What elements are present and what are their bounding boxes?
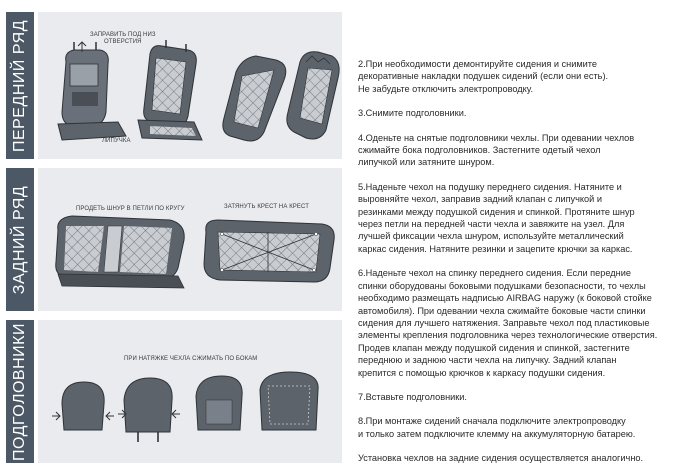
caption-line: ЗАПРАВИТЬ ПОД НИЗ	[90, 32, 156, 38]
headrests-illustration-panel	[38, 320, 342, 463]
front-row-illustration-panel	[38, 12, 342, 159]
headrest-drawing-3	[196, 376, 242, 430]
instruction-line: Установка чехлов на задние сидения осуществляется аналогично.	[358, 453, 644, 464]
instruction-line: автомобиля). При одевании чехла сжимайте боковые части спинки	[358, 305, 646, 316]
instruction-line: крепится с помощью крючков к каркасу подушки сидения.	[358, 367, 606, 378]
instruction-step	[358, 391, 668, 403]
instruction-line: 7.Вставьте подголовники.	[358, 391, 467, 402]
rear-bench-drawing	[56, 216, 184, 288]
caption-compress-sides: ПРИ НАТЯЖКЕ ЧЕХЛА СЖИМАТЬ ПО БОКАМ	[124, 356, 258, 362]
instruction-line: 4.Оденьте на снятые подголовники чехлы. При одевании чехлов	[358, 132, 635, 143]
instruction-line: и только затем подключите клемму на аккумуляторную батарею.	[358, 428, 636, 439]
instruction-line: 8.При монтаже сидений сначала подключите электропроводку	[358, 416, 626, 427]
instruction-line: элементы крепления подголовника через технологические отверстия.	[358, 330, 658, 341]
rear-cushion-underside-drawing	[204, 220, 334, 282]
rear-row-illustration-panel	[38, 168, 342, 311]
instruction-line: каркас сидения. Натяните резинки и зацепите крючки за каркас.	[358, 243, 633, 254]
section-label-headrests	[6, 320, 34, 463]
instruction-step	[358, 132, 668, 169]
caption-cross-tighten: ЗАТЯНУТЬ КРЕСТ НА КРЕСТ	[224, 204, 310, 210]
front-row-seat-drawings	[38, 12, 342, 159]
seat-frame-drawing	[58, 42, 126, 140]
instruction-line: Продев клапан между подушкой сидения и спинкой, застегните	[358, 342, 630, 353]
instruction-line: лучшей фиксации чехла шнуром, используйте металлический	[358, 231, 624, 242]
instruction-line: липучкой или затяните шнуром.	[358, 157, 495, 168]
headrest-drawing-4	[260, 372, 318, 430]
instruction-line: 2.При необходимости демонтируйте сидения и снимите	[358, 59, 597, 69]
seat-back-cord-drawing	[287, 52, 339, 139]
headrest-drawings	[38, 320, 342, 463]
instruction-line: сидения для лучшего натяжения. Заправьте чехол под пластиковые	[358, 317, 650, 328]
rear-row-seat-drawings	[38, 168, 342, 311]
instruction-line: спинки оборудованы боковыми подушками безопасности, то чехлы	[358, 280, 646, 291]
caption-velcro: ЛИПУЧКА	[102, 138, 131, 144]
instruction-step	[358, 452, 668, 464]
caption-thread-loops: ПРОДЕТЬ ШНУР В ПЕТЛИ ПО КРУГУ	[76, 206, 185, 212]
instruction-step	[358, 415, 668, 440]
instruction-line: выровняйте чехол, заправив задний клапан с липучкой и	[358, 194, 602, 205]
section-label-front-row	[6, 12, 34, 159]
instruction-line: через петли на передней части чехла и завяжите на узел. Для	[358, 219, 625, 230]
instruction-step	[358, 58, 668, 95]
headrest-drawing-1	[52, 382, 114, 430]
section-label-rear-row	[6, 168, 34, 311]
instruction-line: сжимайте бока подголовников. Застегните одетый чехол	[358, 145, 601, 156]
caption-tuck-under	[90, 32, 156, 46]
caption-line: ОТВЕРСТИЯ	[104, 39, 142, 45]
instructions-text	[358, 58, 668, 465]
instruction-step	[358, 267, 668, 379]
instruction-line: переднюю и заднюю части чехла на липучку. Задний клапан	[358, 355, 617, 366]
section-label-text: ЗАДНИЙ РЯД	[11, 185, 29, 294]
section-label-text: ПОДГОЛОВНИКИ	[11, 322, 29, 461]
instruction-step	[358, 107, 668, 119]
instruction-line: необходимо размещать надписью AIRBAG наружу (к боковой стойке	[358, 293, 652, 304]
section-label-text: ПЕРЕДНИЙ РЯД	[11, 19, 28, 152]
instruction-step	[358, 181, 668, 255]
headrest-drawing-2	[118, 378, 180, 442]
instruction-line: 6.Наденьте чехол на спинку переднего сидения. Если передние	[358, 268, 631, 279]
instruction-line: Не забудьте отключить электропроводку.	[358, 83, 534, 94]
instruction-line: резинками между подушкой сидения и спинкой. Протяните шнур	[358, 206, 635, 217]
instruction-line: 3.Снимите подголовники.	[358, 108, 467, 119]
instruction-line: декоративные накладки подушек сидений (если они есть).	[358, 71, 609, 82]
seat-quilted-drawing	[138, 40, 202, 140]
instruction-line: 5.Наденьте чехол на подушку переднего сидения. Натяните и	[358, 181, 622, 192]
seat-back-tilted-drawing	[223, 56, 286, 141]
